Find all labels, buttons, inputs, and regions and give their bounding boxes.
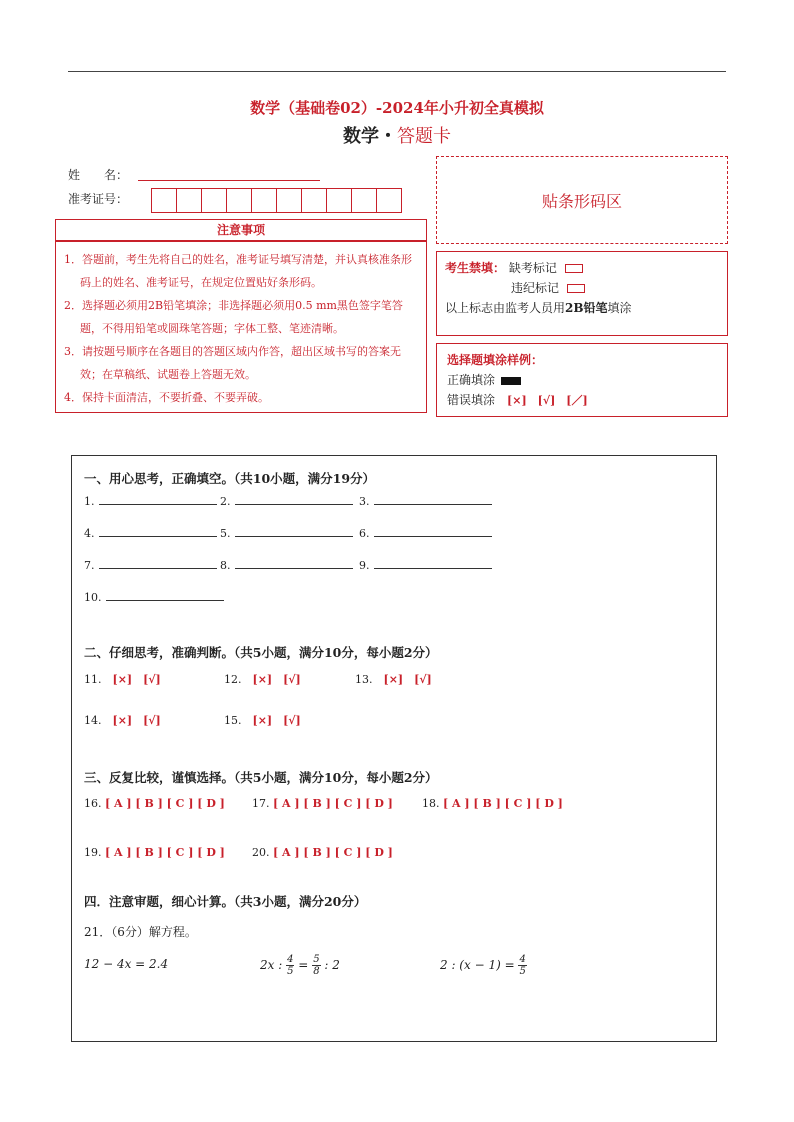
q-num: 17. <box>252 797 270 810</box>
q-num: 8. <box>220 559 231 572</box>
violation-label: 违纪标记 <box>511 281 560 295</box>
card-title <box>0 122 794 148</box>
forbid-note-suffix: 填涂 <box>607 301 632 315</box>
sample-title: 选择题填涂样例： <box>447 353 544 367</box>
top-rule <box>68 71 726 72</box>
id-box[interactable] <box>226 188 252 213</box>
q-num: 2. <box>220 495 231 508</box>
choice-options[interactable]: [ A ] [ B ] [ C ] [ D ] <box>105 846 225 859</box>
choice-options[interactable]: [ A ] [ B ] [ C ] [ D ] <box>105 797 225 810</box>
id-box[interactable] <box>201 188 227 213</box>
forbid-note-prefix: 以上标志由监考人员用 <box>445 301 566 315</box>
equation-3 <box>440 954 527 977</box>
correct-label: 正确填涂 <box>447 373 496 387</box>
id-box[interactable] <box>376 188 402 213</box>
answer-blank[interactable] <box>374 559 492 569</box>
absent-label: 缺考标记 <box>508 261 557 275</box>
answer-blank[interactable] <box>374 527 492 537</box>
q21-label: 21．（6分）解方程。 <box>84 925 197 939</box>
notice-box <box>55 241 427 413</box>
answer-blank[interactable] <box>235 495 353 505</box>
q-num: 6. <box>359 527 370 540</box>
q-num: 3. <box>359 495 370 508</box>
q-num: 4. <box>84 527 95 540</box>
id-box[interactable] <box>301 188 327 213</box>
section3-title: 三、反复比较，谨慎选择。（共5小题，满分10分，每小题2分） <box>84 770 438 785</box>
judge-options[interactable]: [×] [√] <box>112 714 161 727</box>
correct-fill-sample <box>501 377 521 385</box>
absent-mark[interactable] <box>565 264 583 273</box>
id-box[interactable] <box>251 188 277 213</box>
equation-2 <box>260 954 340 977</box>
q-num: 13. <box>355 673 373 686</box>
answer-blank[interactable] <box>235 559 353 569</box>
barcode-area: 贴条形码区 <box>436 156 728 244</box>
violation-mark[interactable] <box>567 284 585 293</box>
answer-blank[interactable] <box>99 495 217 505</box>
notice-item: 2．选择题必须用2B铅笔填涂；非选择题必须用0.5 mm黑色签字笔答题，不得用铅笔或圆珠笔答题；字体工整、笔迹清晰。 <box>64 299 403 335</box>
wrong-label: 错误填涂 <box>447 393 496 407</box>
q-num: 11. <box>84 673 102 686</box>
id-box[interactable] <box>176 188 202 213</box>
answer-blank[interactable] <box>99 559 217 569</box>
id-label: 准考证号： <box>68 192 129 206</box>
eq2-frac1-num: 4 <box>287 954 294 965</box>
forbid-label: 考生禁填： <box>445 261 506 275</box>
forbid-box <box>436 251 728 336</box>
notice-item: 4．保持卡面清洁，不要折叠、不要弄破。 <box>64 391 269 404</box>
notice-heading: 注意事项 <box>55 219 427 241</box>
id-box[interactable] <box>151 188 177 213</box>
judge-options[interactable]: [×] [√] <box>252 673 301 686</box>
card-title-main: 数学・ <box>343 126 397 147</box>
eq3-frac-num: 4 <box>519 954 526 965</box>
answer-blank[interactable] <box>106 591 224 601</box>
eq2-frac2-den: 8 <box>313 966 320 977</box>
answer-area <box>71 455 717 1042</box>
section2-title: 二、仔细思考，准确判断。（共5小题，满分10分，每小题2分） <box>84 645 438 660</box>
eq3-frac-den: 5 <box>519 966 526 977</box>
eq3-frac <box>518 954 526 977</box>
section1-title: 一、用心思考，正确填空。（共10小题，满分19分） <box>84 471 376 486</box>
notice-item: 1．答题前，考生先将自己的姓名，准考证号填写清楚，并认真核准条形码上的姓名、准考证号，在规定位置贴好条形码。 <box>64 253 412 289</box>
wrong-marks: [×] [√] [／] <box>507 394 588 407</box>
q-num: 12. <box>224 673 242 686</box>
q-num: 5. <box>220 527 231 540</box>
q-num: 16. <box>84 797 102 810</box>
q-num: 7. <box>84 559 95 572</box>
q-num: 15. <box>224 714 242 727</box>
answer-blank[interactable] <box>99 527 217 537</box>
name-label: 姓 名： <box>68 168 129 182</box>
eq2-left: 2x : <box>260 958 283 972</box>
forbid-note-bold: 2B铅笔 <box>565 301 608 315</box>
choice-options[interactable]: [ A ] [ B ] [ C ] [ D ] <box>273 846 393 859</box>
eq2-frac2 <box>312 954 320 977</box>
sample-box <box>436 343 728 417</box>
judge-options[interactable]: [×] [√] <box>112 673 161 686</box>
eq2-frac1 <box>286 954 294 977</box>
answer-blank[interactable] <box>374 495 492 505</box>
answer-blank[interactable] <box>235 527 353 537</box>
judge-options[interactable]: [×] [√] <box>252 714 301 727</box>
q-num: 9. <box>359 559 370 572</box>
q-num: 14. <box>84 714 102 727</box>
name-field[interactable] <box>138 180 320 181</box>
eq2-frac1-den: 5 <box>287 966 294 977</box>
choice-options[interactable]: [ A ] [ B ] [ C ] [ D ] <box>273 797 393 810</box>
q-num: 19. <box>84 846 102 859</box>
q-num: 20. <box>252 846 270 859</box>
page-title: 数学（基础卷02）-2024年小升初全真模拟 <box>250 99 544 117</box>
equation-1: 12 − 4x = 2.4 <box>84 957 169 971</box>
choice-options[interactable]: [ A ] [ B ] [ C ] [ D ] <box>443 797 563 810</box>
id-box[interactable] <box>351 188 377 213</box>
eq3-left: 2 : (x − 1) = <box>440 958 515 972</box>
eq2-right: : 2 <box>324 958 340 972</box>
notice-item: 3．请按题号顺序在各题目的答题区域内作答，超出区域书写的答案无效；在草稿纸、试题卷上答题无效。 <box>64 345 401 381</box>
q-num: 1. <box>84 495 95 508</box>
id-boxes[interactable] <box>152 188 402 213</box>
section4-title: 四．注意审题，细心计算。（共3小题，满分20分） <box>84 894 367 909</box>
q-num: 10. <box>84 591 102 604</box>
eq2-frac2-num: 5 <box>313 954 320 965</box>
judge-options[interactable]: [×] [√] <box>383 673 432 686</box>
q-num: 18. <box>422 797 440 810</box>
id-box[interactable] <box>326 188 352 213</box>
card-title-sub: 答题卡 <box>397 126 451 147</box>
id-box[interactable] <box>276 188 302 213</box>
eq2-eq: = <box>298 958 309 972</box>
